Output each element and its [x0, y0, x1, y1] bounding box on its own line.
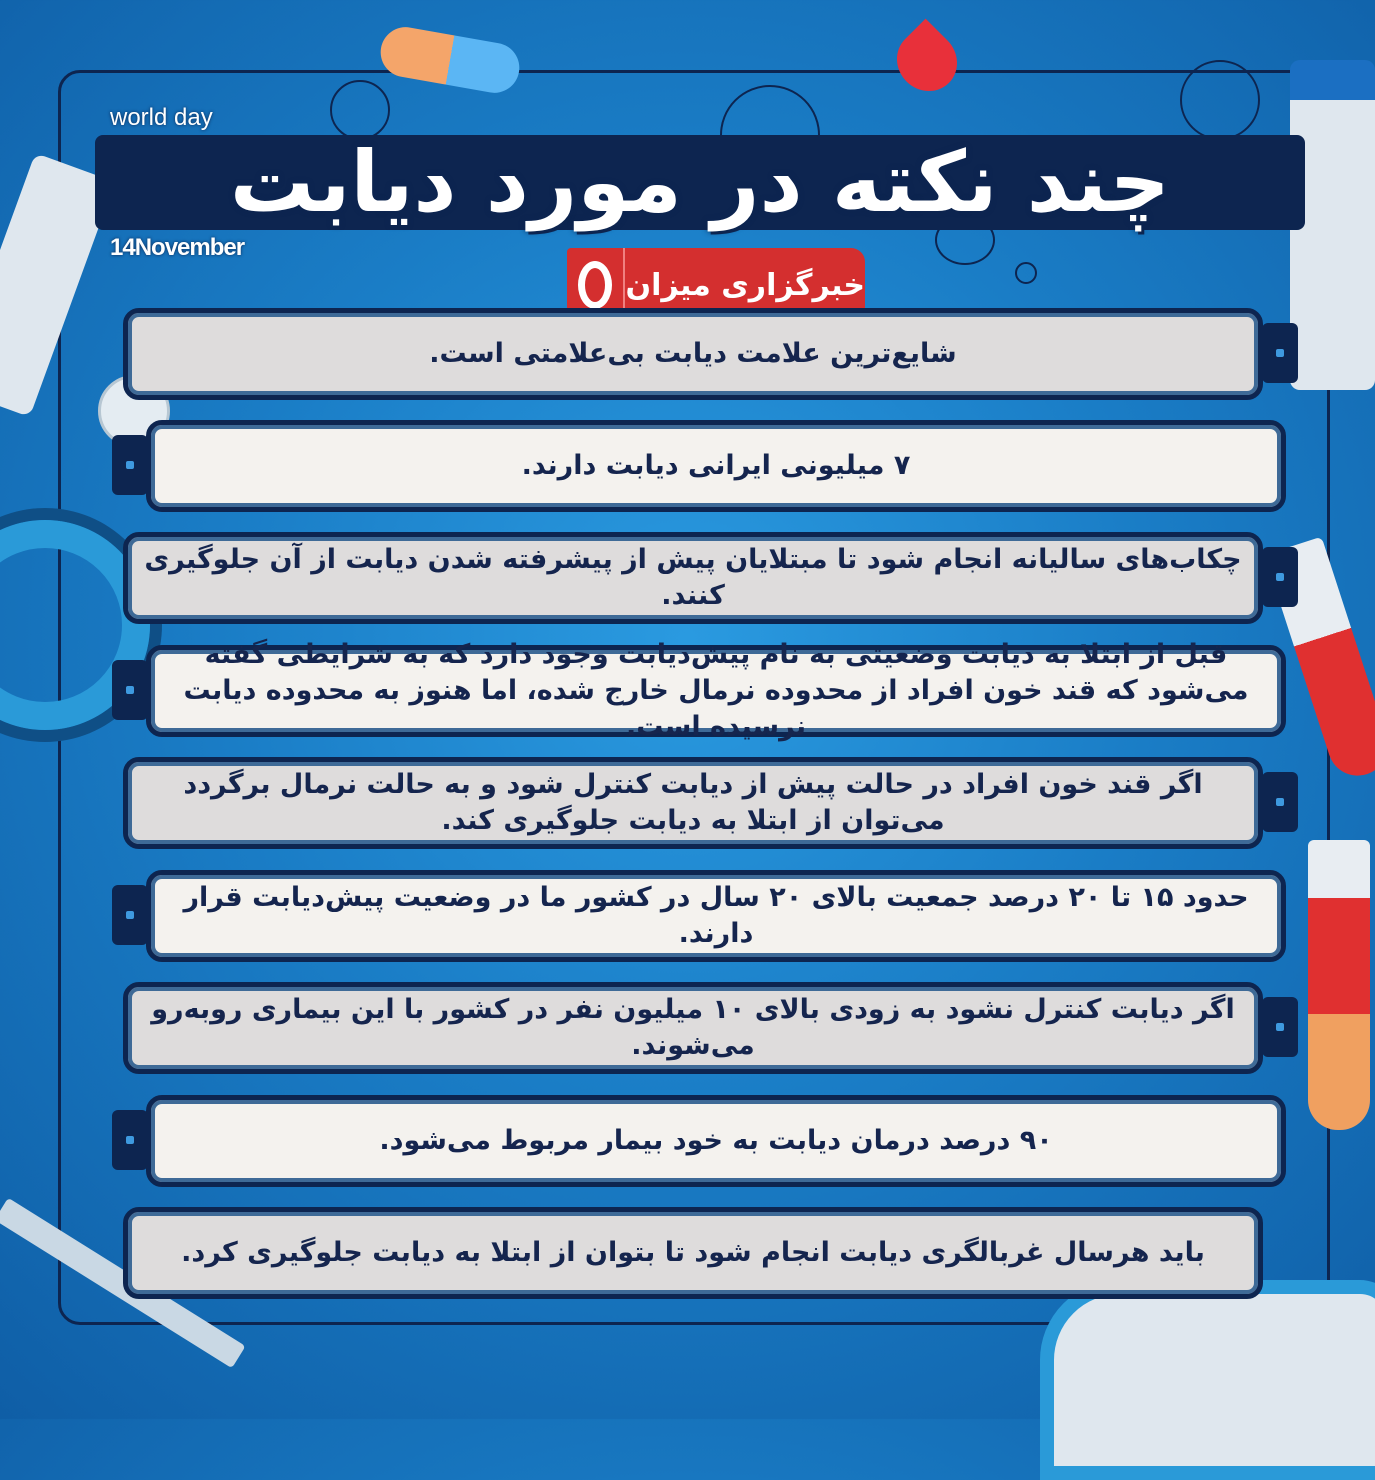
tab-marker: [1262, 772, 1298, 832]
fact-box: شایع‌ترین علامت دیابت بی‌علامتی است.: [123, 308, 1263, 400]
bubble-decoration: [1180, 60, 1260, 140]
tab-marker: [112, 885, 148, 945]
fact-box: چکاب‌های سالیانه انجام شود تا مبتلایان پیش از پیشرفته شدن دیابت از آن جلوگیری کنند.: [123, 532, 1263, 624]
tab-marker: [112, 435, 148, 495]
fact-box: باید هرسال غربالگری دیابت انجام شود تا بتوان از ابتلا به دیابت جلوگیری کرد.: [123, 1207, 1263, 1299]
logo-name: خبرگزاری میزان: [625, 267, 865, 303]
fact-box: اگر قند خون افراد در حالت پیش از دیابت کنترل شود و به حالت نرمال برگردد می‌توان از ابتلا به دیابت جلوگیری کند.: [123, 757, 1263, 849]
bubble-decoration: [330, 80, 390, 140]
page-title: چند نکته در مورد دیابت: [229, 133, 1171, 231]
fact-box: ۷ میلیونی ایرانی دیابت دارند.: [146, 420, 1286, 512]
glucose-meter-icon: [1040, 1280, 1375, 1480]
tab-marker: [1262, 323, 1298, 383]
fact-box: قبل از ابتلا به دیابت وضعیتی به نام پیش‌دیابت وجود دارد که به شرایطی گفته می‌شود که قند خون افراد از محدوده نرمال خارج شده، اما هنوز به محدوده دیابت نرسیده است.: [146, 645, 1286, 737]
tab-marker: [112, 660, 148, 720]
world-day-label: world day: [110, 104, 213, 131]
fact-box: ۹۰ درصد درمان دیابت به خود بیمار مربوط می‌شود.: [146, 1095, 1286, 1187]
fact-box: حدود ۱۵ تا ۲۰ درصد جمعیت بالای ۲۰ سال در کشور ما در وضعیت پیش‌دیابت قرار دارند.: [146, 870, 1286, 962]
tab-marker: [1262, 997, 1298, 1057]
tab-marker: [112, 1110, 148, 1170]
date-label: 14November: [110, 234, 245, 261]
fact-box: اگر دیابت کنترل نشود به زودی بالای ۱۰ میلیون نفر در کشور با این بیماری روبه‌رو می‌شوند.: [123, 982, 1263, 1074]
bubble-decoration: [1015, 262, 1037, 284]
tab-marker: [1262, 547, 1298, 607]
test-tube-icon: [1308, 840, 1370, 1130]
